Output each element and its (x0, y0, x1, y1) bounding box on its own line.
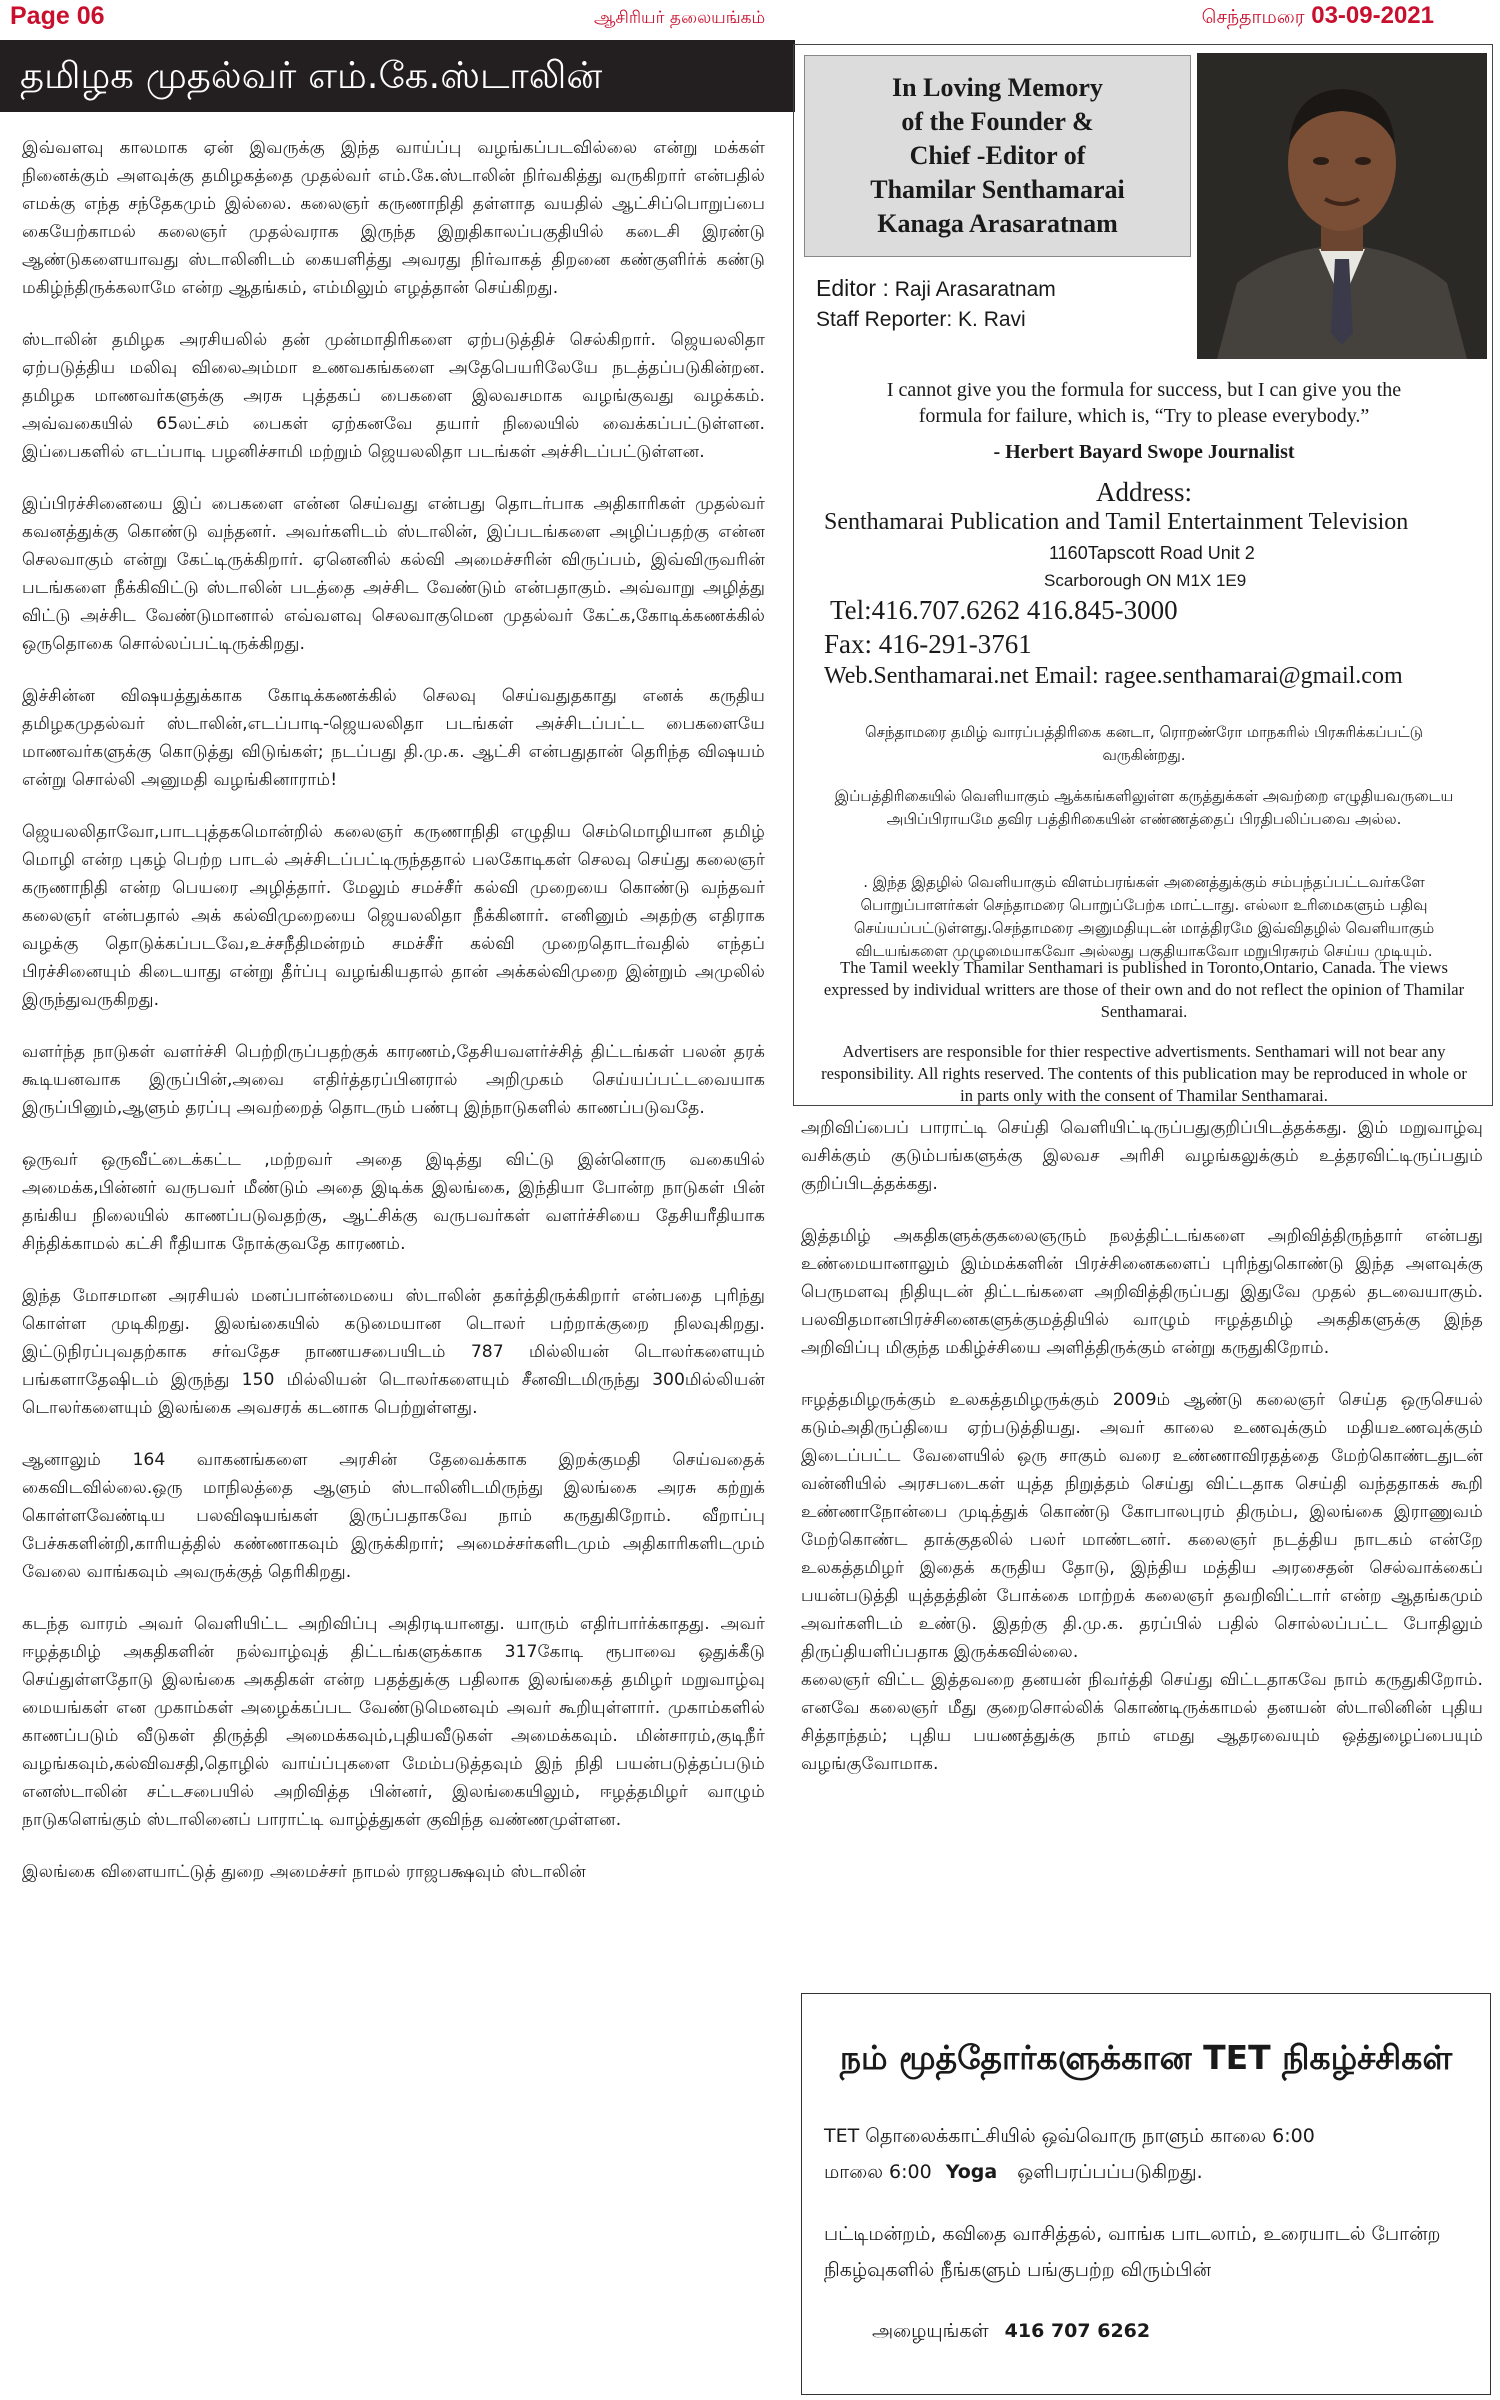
masthead-info-box (793, 44, 1493, 1106)
tet-schedule-line: TET தொலைக்காட்சியில் ஒவ்வொரு நாளும் காலை 6:00 (824, 2125, 1315, 2147)
tet-evening-time: மாலை 6:00 (824, 2161, 932, 2183)
editor-label: Editor : (816, 275, 889, 301)
quote-author: - Herbert Bayard Swope Journalist (993, 441, 1295, 463)
staff-reporter-label: Staff Reporter: (816, 308, 953, 331)
tet-yoga-label: Yoga (945, 2161, 998, 2183)
editorial-body (0, 134, 795, 1886)
editor-name: Raji Arasaratnam (894, 278, 1056, 301)
issue-date: 03-09-2021 (1311, 2, 1434, 29)
article-paragraph: இச்சின்ன விஷயத்துக்காக கோடிக்கணக்கில் செலவு செய்வதுதகாது எனக் கருதிய தமிழகமுதல்வர் ஸ்டாலின்,எடப்பாடி-ஜெயலலிதா படங்கள் அச்சிடப்பட்ட பைகளையே மாணவர்களுக்கு கொடுத்து விடுங்கள்; நடப்பது தி.மு.க. ஆட்சி என்பதுதான் தெரிந்த விஷயம் என்று சொல்லி அனுமதி வழங்கினாராம்! (22, 686, 765, 790)
web-email: Web.Senthamarai.net Email: ragee.senthamarai@gmail.com (824, 663, 1403, 689)
memorial-line: of the Founder & (901, 107, 1094, 136)
right-column (793, 44, 1493, 1802)
editorial-headline: தமிழக முதல்வர் எம்.கே.ஸ்டாலின் (0, 40, 795, 112)
tet-contact (872, 2320, 1150, 2345)
article-paragraph: ஈழத்தமிழருக்கும் உலகத்தமிழருக்கும் 2009ம் ஆண்டு கலைஞர் செய்த ஒருசெயல் கடும்அதிருப்தியை ஏற்படுத்தியது. அவர் காலை உணவுக்கும் மதியஉணவுக்கும் இடைப்பட்ட வேளையில் ஒரு சாகும் வரை உண்ணாவிரதத்தை மேற்கொண்டதுடன் வன்னியில் அரசபடைகள் யுத்த நிறுத்தம் செய்து விட்டதாக செய்தி வந்ததாகக் கூறி உண்ணாநோன்பை முடித்துக் கொண்டு கோபாலபுரம் திரும்ப, இலங்கை இராணுவம் மேற்கொண்ட தாக்குதலில் பலர் மாண்டனர். கலைஞர் நடத்திய நாடகம் என்றே உலகத்தமிழர் இதைக் கருதிய தோடு, இந்திய மத்திய அரசைதன் செல்வாக்கைப் பயன்படுத்தி யுத்தத்தின் போக்கை மாற்றக் கலைஞர் தவறிவிட்டார் என்ற ஆதங்கமும் அவர்களிடம் உண்டு. இதற்கு தி.மு.க. தரப்பில் பதில் சொல்லப்பட்ட போதிலும் திருப்தியளிப்பதாக இருக்கவில்லை. (801, 1390, 1483, 1662)
telephone: Tel:416.707.6262 416.845-3000 (830, 595, 1178, 625)
quote-line: formula for failure, which is, “Try to please everybody.” (918, 405, 1370, 427)
article-paragraph: இவ்வளவு காலமாக ஏன் இவருக்கு இந்த வாய்ப்பு வழங்கப்படவில்லை என்று மக்கள் நினைக்கும் அளவுக்கு தமிழகத்தை முதல்வர் எம்.கே.ஸ்டாலின் நிர்வகித்து வருகிறார் என்பதில் எமக்கு எந்த சந்தேகமும் இல்லை. கலைஞர் கருணாநிதி தள்ளாத வயதில் ஆட்சிப்பொறுப்பை கையேற்காமல் கலைஞர் முதல்வராக இருந்த இறுதிகாலப்பகுதியில் கடைசி இரண்டு ஆண்டுகளையாவது ஸ்டாலினிடம் கையளித்து அவரது நிர்வாகத் திறனை கண்குளிர்க் கண்டு மகிழ்ந்திருக்கலாமே என்ற ஆதங்கம், எம்மிலும் எழத்தான் செய்கிறது. (22, 138, 765, 298)
editorial-continuation (793, 1114, 1493, 1778)
page-header (0, 0, 1500, 40)
issue-date-block (1202, 2, 1434, 31)
tet-phone-number: 416 707 6262 (1004, 2320, 1151, 2342)
article-paragraph: இலங்கை விளையாட்டுத் துறை அமைச்சர் நாமல் ராஜபக்ஷவும் ஸ்டாலின் (22, 1862, 586, 1882)
editor-credit (816, 273, 1056, 305)
staff-credits (816, 273, 1056, 335)
address-city: Scarborough ON M1X 1E9 (1044, 571, 1247, 590)
founder-portrait-image (1197, 53, 1487, 359)
memorial-line: Chief -Editor of (909, 141, 1086, 170)
address-title: Address: (1096, 477, 1192, 507)
article-paragraph: ஜெயலலிதாவோ,பாடபுத்தகமொன்றில் கலைஞர் கருணாநிதி எழுதிய செம்மொழியான தமிழ் மொழி என்ற புகழ் பெற்ற பாடல் அச்சிடப்பட்டிருந்ததால் பலகோடிகள் செலவு செய்து கலைஞர் கருணாநிதி என்ற பெயரை அழித்தார். மேலும் சமச்சீர் கல்வி முறையை கொண்டு வந்தவர் கலைஞர் என்பதால் அக் கல்விமுறையை ஜெயலலிதா நீக்கினார். எனினும் அதற்கு எதிராக வழக்கு தொடுக்கப்படவே,உச்சநீதிமன்றம் சமச்சீர் கல்வி முறைதொடர்வதில் எந்தப் பிரச்சினையும் கிடையாது என்று தீர்ப்பு வழங்கியதால் தான் அக்கல்விமுறை இன்றும் அமுலில் இருந்துவருகிறது. (22, 822, 765, 1010)
tet-box-title: நம் மூத்தோர்களுக்கான TET நிகழ்ச்சிகள் (839, 2038, 1453, 2077)
article-paragraph: கடந்த வாரம் அவர் வெளியிட்ட அறிவிப்பு அதிரடியானது. யாரும் எதிர்பார்க்காதது. அவர் ஈழத்தமிழ் அகதிகளின் நல்வாழ்வுத் திட்டங்களுக்காக 317கோடி ரூபாவை ஒதுக்கீடு செய்துள்ளதோடு இலங்கை அகதிகள் என்ற பதத்துக்கு பதிலாக இலங்கைத் தமிழர் மறுவாழ்வு மையங்கள் என முகாம்கள் அழைக்கப்பட வேண்டுமெனவும் அவர் கூறியுள்ளார். முகாம்களில் காணப்படும் வீடுகள் திருத்தி அமைக்கவும்,புதியவீடுகள் அமைக்கவும். மின்சாரம்,குடிநீர் வழங்கவும்,கல்விவசதி,தொழில் வாய்ப்புகளை மேம்படுத்தவும் இந் நிதி பயன்படுத்தப்படும் எனஸ்டாலின் சட்டசபையில் அறிவித்த பின்னர், இலங்கையிலும், ஈழத்தமிழர் வாழும் நாடுகளெங்கும் ஸ்டாலினைப் பாராட்டி வாழ்த்துகள் குவிந்த வண்ணமுள்ளன. (22, 1614, 765, 1830)
address-street: 1160Tapscott Road Unit 2 (1049, 543, 1255, 563)
memorial-line: Kanaga Arasaratnam (877, 209, 1118, 238)
quote-line: I cannot give you the formula for success, but I can give you the (886, 379, 1402, 401)
opinion-note: இப்பத்திரிகையில் வெளியாகும் ஆக்கங்களிலுள்ள கருத்துக்கள் அவற்றை எழுதியவருடைய அபிப்பிராயமே தவிர பத்திரிகையின் எண்ணத்தைப் பிரதிபலிப்பவை அல்ல. (834, 787, 1454, 828)
article-paragraph: ஸ்டாலின் தமிழக அரசியலில் தன் முன்மாதிரிகளை ஏற்படுத்திச் செல்கிறார். ஜெயலலிதா ஏற்படுத்திய மலிவு விலைஅம்மா உணவகங்களை அதேபெயரிலேயே நடத்தப்படுகின்றன. தமிழக மாணவர்களுக்கு அரசு புத்தகப் பைகளை இலவசமாக வழங்குவது வழக்கம். அவ்வகையில் 65லட்சம் பைகள் ஏற்கனவே தயார் நிலையில் வைக்கப்பட்டுள்ளன. இப்பைகளில் எடப்பாடி பழனிச்சாமி மற்றும் ஜெயலலிதா படங்கள் அச்சிடப்பட்டுள்ளன. (22, 330, 765, 462)
staff-reporter-name: K. Ravi (958, 308, 1026, 331)
advertisement-note: . இந்த இதழில் வெளியாகும் விளம்பரங்கள் அனைத்துக்கும் சம்பந்தப்பட்டவர்களே பொறுப்பாளர்கள் செந்தாமரை பொறுப்பேற்க மாட்டாது. எல்லா உரிமைகளும் பதிவு செய்யப்பட்டுள்ளது.செந்தாமரை அனுமதியுடன் மாத்திரமே இவ்விதழில் வெளியாகும் விடயங்களை முழுமையாகவோ அல்லது பகுதியாகவோ மறுபிரசுரம் செய்ய முடியும். (853, 873, 1435, 960)
publication-note: செந்தாமரை தமிழ் வாரப்பத்திரிகை கனடா, ரொறண்ரோ மாநகரில் பிரசுரிக்கப்பட்டு வருகின்றது. (864, 723, 1424, 764)
paper-name: செந்தாமரை (1201, 6, 1305, 28)
memorial-line: In Loving Memory (892, 73, 1103, 102)
article-paragraph: இத்தமிழ் அகதிகளுக்குகலைஞரும் நலத்திட்டங்களை அறிவித்திருந்தார் என்பது உண்மையானாலும் இம்மக்களின் பிரச்சினைகளைப் புரிந்துகொண்டு இந்த அளவுக்கு பெருமளவு நிதியுடன் திட்டங்களை அறிவித்திருப்பது இதுவே முதல் தடவையாகும். பலவிதமானபிரச்சினைகளுக்குமத்தியில் வாழும் ஈழத்தமிழ் அகதிகளுக்கு இந்த அறிவிப்பு மிகுந்த மகிழ்ச்சியை அளித்திருக்கும் என்று கருதுகிறோம். (801, 1226, 1483, 1358)
tet-broadcast-text: ஒளிபரப்பப்படுகிறது. (1017, 2161, 1203, 2183)
editorial-column (0, 40, 795, 1910)
publisher-name: Senthamarai Publication and Tamil Entertainment Television (824, 509, 1409, 535)
quote-text (808, 377, 1480, 429)
tet-yoga-line (824, 2154, 1474, 2190)
page-number: Page 06 (10, 2, 105, 30)
article-paragraph: ஒருவர் ஒருவீட்டைக்கட்ட ,மற்றவர் அதை இடித்து விட்டு இன்னொரு வகையில் அமைக்க,பின்னர் வருபவர் மீண்டும் அதை இடிக்க இலங்கை, இந்தியா போன்ற நாடுகள் பின் தங்கிய நிலையில் காணப்படுவதற்கு, ஆட்சிக்கு வருபவர்கள் வளர்ச்சியை தேசியரீதியாக சிந்திக்காமல் கட்சி ரீதியாக நோக்குவதே காரணம். (22, 1150, 765, 1254)
article-paragraph: வளர்ந்த நாடுகள் வளர்ச்சி பெற்றிருப்பதற்குக் காரணம்,தேசியவளர்ச்சித் திட்டங்கள் பலன் தரக் கூடியனவாக இருப்பின்,அவை எதிர்த்தரப்பினரால் அறிமுகம் செய்யப்பட்டவையாக இருப்பினும்,ஆளும் தரப்பு அவற்றைத் தொடரும் பண்பு இந்நாடுகளில் காணப்படுவதே. (22, 1042, 765, 1118)
article-paragraph: இப்பிரச்சினையை இப் பைகளை என்ன செய்வது என்பது தொடர்பாக அதிகாரிகள் முதல்வர் கவனத்துக்கு கொண்டு வந்தனர். அவர்களிடம் ஸ்டாலின், இப்படங்களை அழிப்பதற்கு என்ன செலவாகும் என்று கேட்டிருக்கிறார். ஏனெனில் கல்வி அமைச்சரின் விருப்பம், இவ்விருவரின் படங்களை நீக்கிவிட்டு ஸ்டாலின் படத்தை அச்சிட வேண்டும் என்பதாகும். அவ்வாறு அழித்து விட்டு அச்சிட வேண்டுமானால் எவ்வளவு செலவாகுமென முதல்வர் கேட்க,கோடிக்கணக்கில் ஒருதொகை சொல்லப்பட்டிருக்கிறது. (22, 494, 765, 654)
article-paragraph: ஆனாலும் 164 வாகனங்களை அரசின் தேவைக்காக இறக்குமதி செய்வதைக் கைவிடவில்லை.ஒரு மாநிலத்தை ஆளும் ஸ்டாலினிடமிருந்து இலங்கை அரசு கற்றுக் கொள்ளவேண்டிய பலவிஷயங்கள் இருப்பதாகவே நாம் கருதுகிறோம். வீறாப்பு பேச்சுகளின்றி,காரியத்தில் கண்ணாகவும் இருக்கிறார்; அமைச்சர்களிடமும் அதிகாரிகளிடமும் வேலை வாங்கவும் அவருக்குத் தெரிகிறது. (22, 1450, 765, 1582)
tet-call-label: அழையுங்கள் (872, 2320, 989, 2342)
memorial-line: Thamilar Senthamarai (870, 175, 1125, 204)
memorial-box (804, 55, 1191, 257)
article-paragraph: இந்த மோசமான அரசியல் மனப்பான்மையை ஸ்டாலின் தகர்த்திருக்கிறார் என்பதை புரிந்து கொள்ள முடிகிறது. இலங்கையில் கடுமையான டொலர் பற்றாக்குறை நிலவுகிறது. இட்டுநிரப்புவதற்காக சர்வதேச நாணயசபையிடம் 787 மில்லியன் டொலர்களையும் பங்களாதேஷிடம் இருந்து 150 மில்லியன் டொலர்களையும் சீனவிடமிருந்து 300மில்லியன் டொலர்களையும் இலங்கை அவசரக் கடனாக பெற்றுள்ளது. (22, 1286, 765, 1418)
tet-programme-box (801, 1993, 1491, 2395)
staff-reporter-credit (816, 305, 1056, 335)
fax-number: Fax: 416-291-3761 (824, 629, 1032, 659)
article-paragraph: அறிவிப்பைப் பாராட்டி செய்தி வெளியிட்டிருப்பதுகுறிப்பிடத்தக்கது. இம் மறுவாழ்வு வசிக்கும் குடும்பங்களுக்கு இலவச அரிசி வழங்கலுக்கும் உத்தரவிட்டிருப்பதும் குறிப்பிடத்தக்கது. (801, 1118, 1483, 1194)
advertiser-disclaimer: Advertisers are responsible for thier respective advertisments. Senthamari will not bear any responsibility. All rights reserved. The contents of this publication may be reproduced in whole or in parts only with the consent of Thamilar Senthamarai. (821, 1042, 1467, 1105)
article-paragraph: கலைஞர் விட்ட இத்தவறை தனயன் நிவர்த்தி செய்து விட்டதாகவே நாம் கருதுகிறோம். எனவே கலைஞர் மீது குறைசொல்லிக் கொண்டிருக்காமல் தனயன் ஸ்டாலினின் புதிய சித்தாந்தம்; புதிய பயணத்துக்கு நாம் எமது ஆதரவையும் ஒத்துழைப்பையும் வழங்குவோமாக. (801, 1670, 1483, 1774)
section-name: ஆசிரியர் தலையங்கம் (594, 8, 766, 28)
founder-portrait (1197, 53, 1487, 359)
english-disclaimer: The Tamil weekly Thamilar Senthamari is published in Toronto,Ontario, Canada. The views expressed by individual writters are those of their own and do not reflect the opinion of Thamilar Senthamarai. (823, 958, 1465, 1021)
tet-invitation-text: பட்டிமன்றம், கவிதை வாசித்தல், வாங்க பாடலாம், உரையாடல் போன்ற நிகழ்வுகளில் நீங்களும் பங்குபற்ற விரும்பின் (824, 2223, 1441, 2281)
